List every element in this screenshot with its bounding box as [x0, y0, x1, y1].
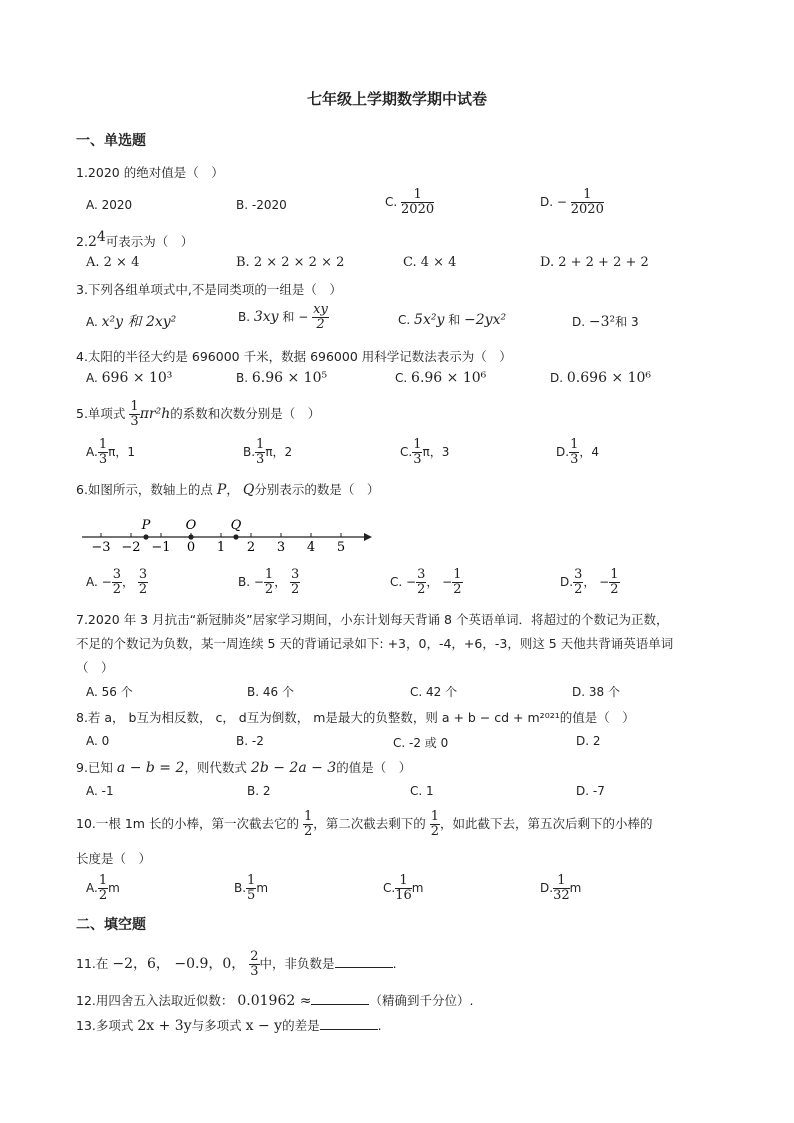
axis-tick-label: 2: [246, 540, 256, 555]
q8-stem: 8.若 a， b互为相反数， c， d互为倒数， m是最大的负整数，则 a + b − cd + m²⁰²¹的值是（ ）: [76, 710, 635, 725]
q9-option-d: D. -7: [576, 784, 605, 798]
q4-option-d: D. 0.696 × 10⁶: [550, 370, 652, 386]
q6-option-a: A. − $\frac{3}{2}$ ， $\frac{3}{2}$: [86, 567, 148, 597]
q2-option-c: C. 4 × 4: [403, 255, 457, 270]
q4-option-b: B. 6.96 × 10⁵: [236, 370, 328, 386]
q10-option-a: A. $\frac{1}{2}$ m: [86, 873, 120, 903]
q9-stem: 9.已知 a − b = 2，则代数式 2b − 2a − 3的值是（ ）: [76, 760, 412, 776]
number-line-point: [233, 534, 238, 539]
q7-line-3: （ ）: [76, 660, 114, 675]
q4-option-c: C. 6.96 × 10⁶: [395, 370, 487, 386]
q10-option-c: C. $\frac{1}{16}$ m: [383, 873, 424, 903]
q9-option-a: A. -1: [86, 784, 114, 798]
q3-option-b: B. 3xy 和 − $\frac{xy}{2}$: [238, 302, 328, 332]
q8-option-d: D. 2: [576, 734, 601, 748]
q9-option-c: C. 1: [410, 784, 434, 798]
q8-option-c: C. -2 或 0: [393, 736, 449, 750]
q5-stem: 5.单项式 $\frac{1}{3}$ πr²h的系数和次数分别是（ ）: [76, 399, 321, 429]
q8-option-a: A. 0: [86, 734, 110, 748]
number-line-point: [143, 534, 148, 539]
q10-line-2: 长度是（ ）: [76, 851, 152, 866]
number-line-point-label: P: [141, 518, 151, 533]
axis-tick-label: 3: [276, 540, 286, 555]
q3-option-d: D. −3²和 3: [572, 314, 639, 330]
q7-option-d: D. 38 个: [572, 685, 620, 699]
section-fill-in: 二、填空题: [76, 917, 146, 933]
q6-stem: 6.如图所示，数轴上的点 P， Q分别表示的数是（ ）: [76, 482, 380, 498]
q1-option-d: D. − $\frac{1}{2020}$: [540, 187, 604, 217]
q2-option-d: D. 2 + 2 + 2 + 2: [540, 255, 649, 270]
q1-option-a: A. 2020: [86, 198, 133, 212]
q1-option-b: B. -2020: [236, 198, 287, 212]
axis-tick-label: 4: [306, 540, 316, 555]
q11-answer-blank[interactable]: [335, 955, 393, 968]
q4-stem: 4.太阳的半径大约是 696000 千米，数据 696000 用科学记数法表示为（ ）: [76, 349, 512, 364]
q2-option-a: A. 2 × 4: [86, 255, 140, 270]
axis-tick-label: −1: [151, 540, 171, 555]
q13-stem: 13.多项式 2x + 3y与多项式 x − y的差是 .: [76, 1018, 382, 1034]
q7-option-a: A. 56 个: [86, 685, 133, 699]
q9-option-b: B. 2: [247, 784, 271, 798]
axis-arrow-icon: [364, 533, 372, 541]
page-title: 七年级上学期数学期中试卷: [306, 90, 487, 108]
q10-option-d: D. $\frac{1}{32}$ m: [540, 873, 582, 903]
q5-option-c: C. $\frac{1}{3}$ π，3: [400, 437, 450, 467]
axis-tick-label: −3: [91, 540, 111, 555]
axis-tick-label: 5: [336, 540, 346, 555]
q12-answer-blank[interactable]: [311, 992, 369, 1005]
q5-option-a: A. $\frac{1}{3}$ π，1: [86, 437, 135, 467]
q6-option-b: B. − $\frac{1}{2}$ ， $\frac{3}{2}$: [238, 567, 300, 597]
q13-answer-blank[interactable]: [320, 1017, 378, 1030]
q10-line-1: 10.一根 1m 长的小棒，第一次截去它的 $\frac{1}{2}$ ，第二次截去剩下的 $\frac{1}{2}$ ，如此截下去，第五次后剩下的小棒的: [76, 809, 653, 839]
q8-option-b: B. -2: [236, 734, 264, 748]
q2-option-b: B. 2 × 2 × 2 × 2: [236, 255, 345, 270]
q7-option-c: C. 42 个: [410, 685, 458, 699]
axis-tick-label: 0: [186, 540, 196, 555]
number-line-point: [188, 534, 193, 539]
number-line-point-label: O: [185, 518, 197, 533]
q3-stem: 3.下列各组单项式中,不是同类项的一组是（ ）: [76, 282, 342, 297]
q10-option-b: B. $\frac{1}{5}$ m: [234, 873, 269, 903]
number-line-figure: [80, 510, 380, 558]
q11-stem: 11.在 −2，6， −0.9，0， $\frac{2}{3}$ 中，非负数是 .: [76, 949, 397, 979]
section-single-choice: 一、单选题: [76, 133, 146, 149]
q6-option-d: D. $\frac{3}{2}$ ， − $\frac{1}{2}$: [560, 567, 619, 597]
q12-stem: 12.用四舍五入法取近似数： 0.01962 ≈ （精确到千分位）.: [76, 993, 474, 1009]
q6-option-c: C. − $\frac{3}{2}$ ， − $\frac{1}{2}$: [390, 567, 462, 597]
q5-option-b: B. $\frac{1}{3}$ π，2: [243, 437, 293, 467]
q7-option-b: B. 46 个: [247, 685, 294, 699]
q7-line-1: 7.2020 年 3 月抗击“新冠肺炎”居家学习期间，小东计划每天背诵 8 个英语单词．将超过的个数记为正数，: [76, 612, 669, 627]
q2-stem: $2.2^4$可表示为（ ）: [76, 229, 194, 251]
q7-line-2: 不足的个数记为负数，某一周连续 5 天的背诵记录如下: +3，0，-4，+6，-3，则这 5 天他共背诵英语单词: [76, 636, 674, 651]
number-line-point-label: Q: [230, 518, 242, 533]
axis-tick-label: 1: [216, 540, 226, 555]
q3-option-c: C. 5x²y 和 −2yx²: [398, 312, 507, 328]
q5-option-d: D. $\frac{1}{3}$ ，4: [556, 437, 599, 467]
q1-option-c: C. $\frac{1}{2020}$: [385, 187, 435, 217]
q1-stem: 1.2020 的绝对值是（ ）: [76, 165, 224, 180]
q4-option-a: A. 696 × 10³: [86, 370, 173, 386]
axis-tick-label: −2: [121, 540, 141, 555]
q3-option-a: A. x²y 和 2xy²: [86, 314, 177, 330]
